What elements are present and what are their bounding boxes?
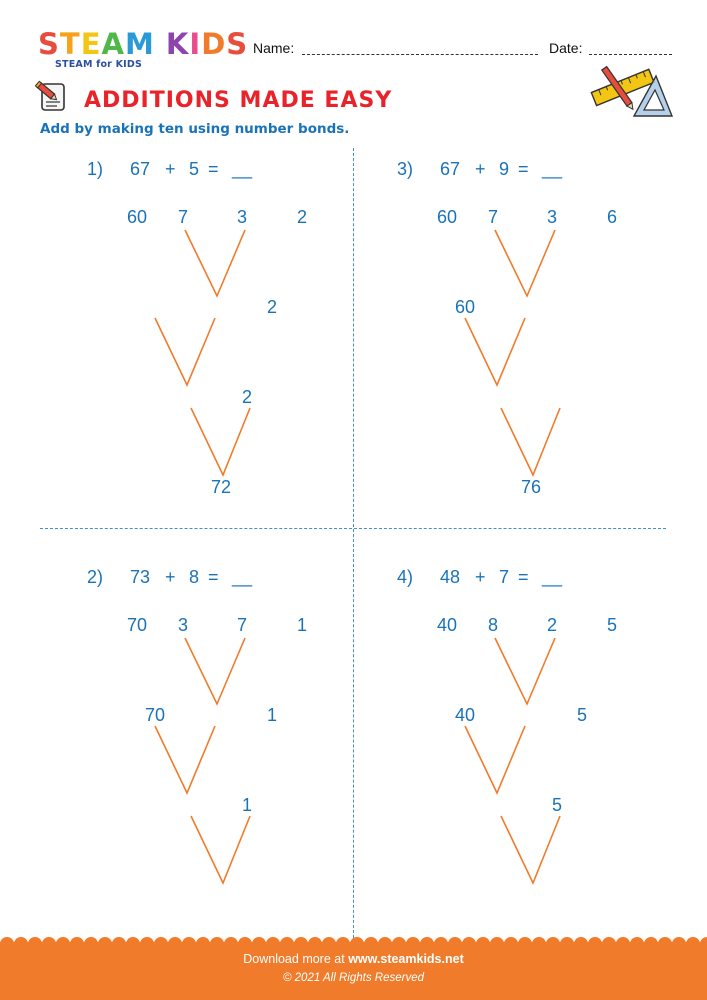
logo-letter: S — [226, 27, 249, 61]
bond-value: 5 — [607, 615, 618, 635]
bond-answer: 76 — [521, 477, 542, 497]
answer-blank: __ — [232, 567, 253, 587]
logo-letter: K — [165, 27, 190, 61]
bond-answer: 72 — [211, 477, 232, 497]
problem-number: 2) — [87, 567, 104, 587]
bond-value: 6 — [607, 207, 618, 227]
number-bond-lines — [155, 318, 215, 385]
bond-value: 2 — [297, 207, 308, 227]
bond-value: 2 — [547, 615, 558, 635]
equals-sign: = — [518, 159, 529, 179]
bond-value: 1 — [297, 615, 308, 635]
number-bond-lines — [501, 816, 560, 883]
number-bond-lines — [191, 408, 250, 475]
bond-value: 60 — [437, 207, 458, 227]
number-bond-lines — [495, 638, 555, 704]
plus-sign: + — [165, 567, 176, 587]
name-label: Name: — [253, 40, 295, 56]
number-bond-lines — [495, 230, 555, 296]
bond-value: 70 — [145, 705, 166, 725]
addend-a: 67 — [440, 159, 461, 179]
bond-value: 3 — [547, 207, 558, 227]
bond-value: 1 — [267, 705, 278, 725]
answer-blank: __ — [542, 159, 563, 179]
addend-a: 48 — [440, 567, 461, 587]
footer-download-text: Download more at — [243, 952, 345, 966]
equals-sign: = — [208, 567, 219, 587]
number-bond-lines — [185, 638, 245, 704]
footer-download — [0, 952, 707, 966]
logo-letter: A — [101, 27, 125, 61]
bond-value: 3 — [237, 207, 248, 227]
bond-value: 5 — [552, 795, 563, 815]
problem-number: 3) — [397, 159, 414, 179]
footer-bar — [0, 942, 707, 1000]
number-bond-lines — [191, 816, 250, 883]
bond-value: 40 — [455, 705, 476, 725]
addend-a: 67 — [130, 159, 151, 179]
plus-sign: + — [165, 159, 176, 179]
bond-value: 60 — [455, 297, 476, 317]
bond-value: 70 — [127, 615, 148, 635]
bond-value: 7 — [178, 207, 189, 227]
bond-value: 1 — [242, 795, 253, 815]
bond-value: 7 — [237, 615, 248, 635]
date-label: Date: — [549, 40, 583, 56]
number-bond-lines — [155, 726, 215, 793]
footer-site-link[interactable]: www.steamkids.net — [348, 952, 464, 966]
logo-subtitle: STEAM for KIDS — [55, 59, 143, 70]
bond-value: 40 — [437, 615, 458, 635]
footer-copyright: © 2021 All Rights Reserved — [282, 972, 424, 984]
logo-letter: D — [201, 27, 227, 61]
addend-b: 7 — [499, 567, 510, 587]
bond-value: 2 — [242, 387, 253, 407]
answer-blank: __ — [542, 567, 563, 587]
equals-sign: = — [518, 567, 529, 587]
worksheet-title: ADDITIONS MADE EASY — [84, 88, 393, 113]
number-bond-lines — [465, 726, 525, 793]
logo-letter: T — [59, 27, 81, 61]
addend-b: 8 — [189, 567, 200, 587]
logo-letter: S — [38, 27, 60, 61]
problem-number: 4) — [397, 567, 414, 587]
addend-b: 5 — [189, 159, 200, 179]
number-bond-lines — [465, 318, 525, 385]
bond-value: 5 — [577, 705, 588, 725]
bond-value: 3 — [178, 615, 189, 635]
logo-letter: I — [189, 27, 202, 61]
bond-value: 8 — [488, 615, 499, 635]
plus-sign: + — [475, 159, 486, 179]
addend-a: 73 — [130, 567, 151, 587]
number-bond-lines — [185, 230, 245, 296]
addend-b: 9 — [499, 159, 510, 179]
logo-letter: E — [80, 27, 102, 61]
number-bond-lines — [501, 408, 560, 475]
equals-sign: = — [208, 159, 219, 179]
bond-value: 2 — [267, 297, 278, 317]
bond-value: 60 — [127, 207, 148, 227]
plus-sign: + — [475, 567, 486, 587]
bond-value: 7 — [488, 207, 499, 227]
problem-number: 1) — [87, 159, 104, 179]
logo-letter: M — [124, 27, 155, 61]
worksheet-instruction: Add by making ten using number bonds. — [40, 121, 350, 137]
answer-blank: __ — [232, 159, 253, 179]
